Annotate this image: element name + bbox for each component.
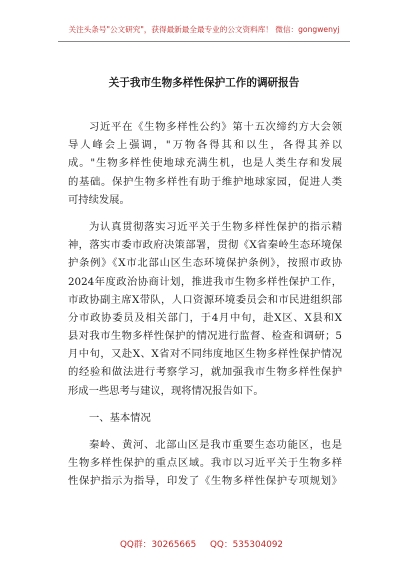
text-line: 护条例》《X市北部山区生态环境保护条例》，按照市政协 bbox=[68, 257, 342, 270]
text-line: 一、基本情况 bbox=[89, 411, 151, 424]
text-line: 月中旬，又赴X、X省对不同纬度地区生物多样性保护情况 bbox=[68, 348, 342, 361]
section-heading bbox=[68, 409, 342, 427]
text-line: 分市政协委员及相关部门，于4月中旬，赴X区、X县和X bbox=[68, 311, 342, 324]
footer-contact bbox=[0, 537, 408, 551]
text-line: 习近平在《生物多样性公约》第十五次缔约方大会领 bbox=[89, 121, 342, 133]
text-line: 可持续发展。 bbox=[68, 193, 130, 206]
paragraph-intro bbox=[68, 118, 342, 209]
text-line: 的基础。保护生物多样性有助于维护地球家园，促进人类 bbox=[68, 175, 342, 188]
qq-group-number: QQ群：30265665 bbox=[120, 540, 197, 550]
document-title: 关于我市生物多样性保护工作的调研报告 bbox=[108, 77, 300, 89]
text-line: 导人峰会上强调，"万物各得其和以生，各得其养以 bbox=[68, 139, 342, 152]
header-divider bbox=[58, 41, 350, 42]
text-line: 形成一些思考与建议，现将情况报告如下。 bbox=[68, 384, 264, 397]
text-line: 生物多样性保护的重点区域。我市以习近平关于生物多样 bbox=[68, 457, 342, 470]
text-line: 的经验和做法进行考察学习，就加强我市生物多样性保护 bbox=[68, 366, 342, 379]
text-line: 市政协副主席X带队，人口资源环境委员会和市民进组织部 bbox=[68, 293, 342, 306]
qq-number: QQ：535304092 bbox=[210, 540, 284, 550]
text-line: 成。"生物多样性使地球充满生机，也是人类生存和发展 bbox=[68, 157, 342, 170]
document-body bbox=[68, 118, 342, 500]
header-banner: 关注头条号"公文研究"，获得最新最全最专业的公文资料库！ 微信：gongwenyj bbox=[68, 25, 340, 34]
text-line: 为认真贯彻落实习近平关于生物多样性保护的指示精 bbox=[89, 220, 342, 233]
text-line: 性保护指示为指导，印发了《生物多样性保护专项规划》 bbox=[68, 475, 342, 488]
paragraph-basic-situation bbox=[68, 436, 342, 491]
text-line: 县对我市生物多样性保护的情况进行监督、检查和调研；5 bbox=[68, 330, 342, 343]
text-line: 秦岭、黄河、北部山区是我市重要生态功能区，也是 bbox=[89, 439, 342, 451]
text-line: 2024年度政治协商计划，推进我市生物多样性保护工作， bbox=[68, 275, 342, 288]
paragraph-background bbox=[68, 218, 342, 400]
text-line: 神，落实市委市政府决策部署，贯彻《X省秦岭生态环境保 bbox=[68, 239, 342, 252]
